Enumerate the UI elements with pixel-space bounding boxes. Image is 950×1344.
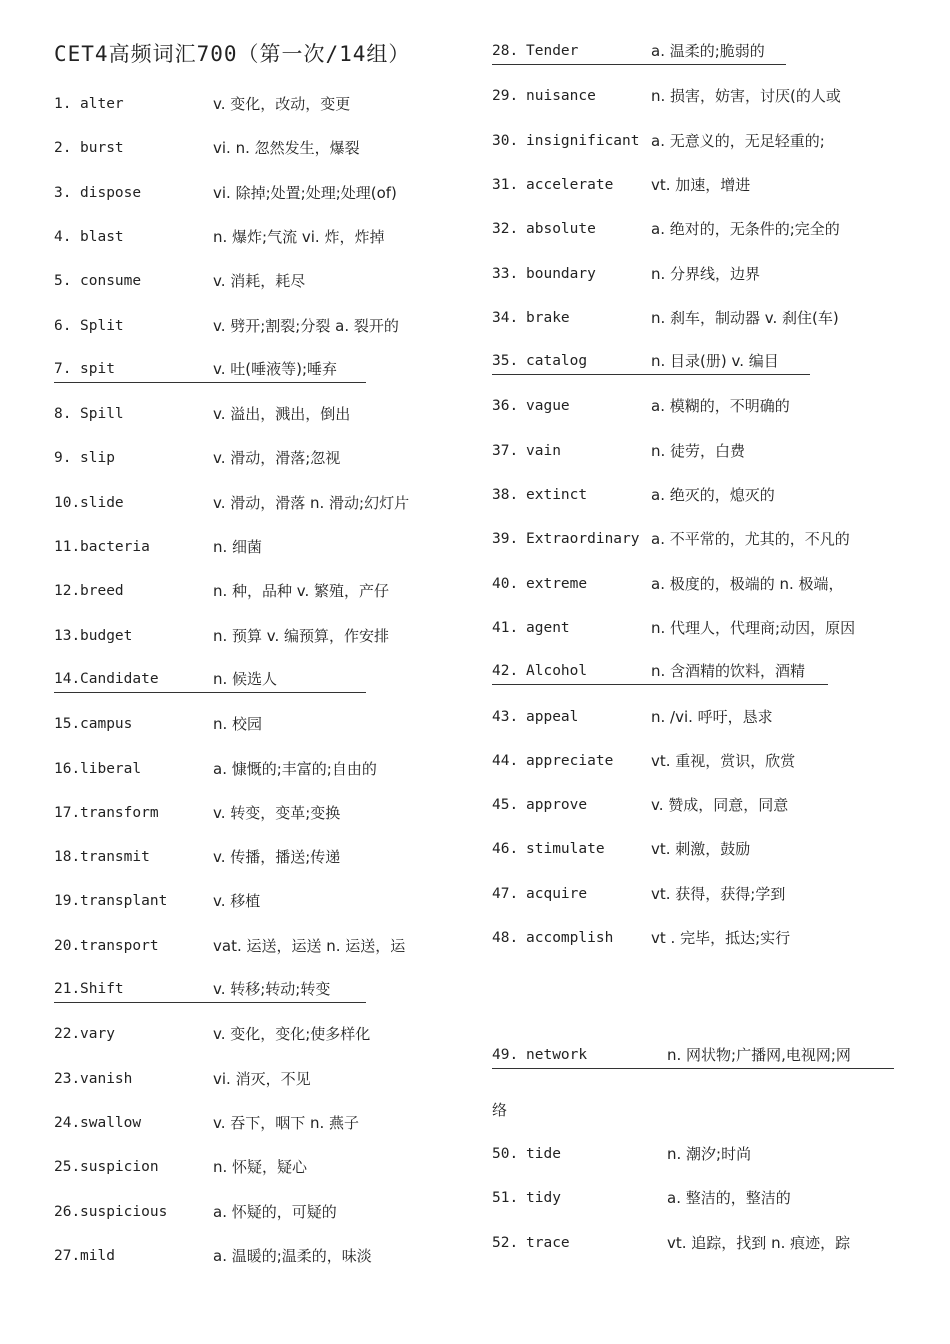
vocab-entry bbox=[492, 483, 775, 507]
entry-word: nuisance bbox=[526, 88, 596, 105]
vocab-entry bbox=[54, 358, 366, 383]
vocab-entry bbox=[492, 705, 773, 729]
entry-number: 41. bbox=[492, 619, 519, 636]
entry-definition: n. 细菌 bbox=[213, 538, 263, 556]
entry-number: 7. bbox=[54, 360, 72, 377]
vocab-entry bbox=[492, 1044, 894, 1069]
entry-number: 51. bbox=[492, 1190, 519, 1206]
entry-definition: n. 徒劳，白费 bbox=[651, 441, 746, 460]
entry-word: network bbox=[526, 1047, 588, 1063]
entry-definition: v. 转移;转动;转变 bbox=[213, 980, 331, 998]
entry-word: approve bbox=[526, 797, 588, 814]
entry-number: 36. bbox=[492, 398, 519, 415]
entry-word: acquire bbox=[526, 885, 588, 902]
entry-definition: v. 转变，变革;变换 bbox=[213, 803, 341, 822]
vocab-entry bbox=[492, 394, 790, 418]
entry-number: 5. bbox=[54, 273, 72, 290]
entry-word: bacteria bbox=[80, 539, 150, 555]
entry-definition: vt. 获得，获得;学到 bbox=[651, 884, 786, 903]
vocab-entry bbox=[54, 1244, 372, 1268]
entry-word: transport bbox=[80, 937, 159, 954]
entry-word: tidy bbox=[526, 1190, 561, 1206]
entry-definition: vat. 运送，运送 n. 运送，运 bbox=[213, 936, 406, 955]
entry-word: vague bbox=[526, 398, 570, 415]
entry-number: 42. bbox=[492, 663, 519, 680]
entry-number: 21. bbox=[54, 981, 81, 997]
entry-word: agent bbox=[526, 619, 570, 636]
entry-number: 44. bbox=[492, 752, 519, 769]
entry-word: dispose bbox=[80, 184, 142, 201]
entry-definition: n. /vi. 呼吁，恳求 bbox=[651, 707, 773, 726]
entry-word: transform bbox=[80, 804, 159, 821]
entry-number: 38. bbox=[492, 487, 519, 503]
vocab-entry bbox=[492, 439, 746, 463]
entry-number: 39. bbox=[492, 531, 519, 548]
entry-number: 15. bbox=[54, 716, 81, 733]
entry-definition: a. 极度的，极端的 n. 极端， bbox=[651, 574, 844, 593]
vocab-entry bbox=[54, 579, 390, 603]
entry-number: 47. bbox=[492, 885, 519, 902]
entry-word: burst bbox=[80, 140, 124, 157]
entry-number: 14. bbox=[54, 670, 81, 687]
entry-number: 32. bbox=[492, 221, 519, 238]
entry-word: suspicious bbox=[80, 1203, 168, 1220]
entry-number: 43. bbox=[492, 708, 519, 725]
entry-word: spit bbox=[80, 360, 115, 377]
vocab-entry bbox=[492, 926, 791, 950]
entry-definition: a. 整洁的，整洁的 bbox=[667, 1189, 791, 1207]
entry-number: 37. bbox=[492, 442, 519, 459]
entry-number: 33. bbox=[492, 265, 519, 282]
entry-word: slide bbox=[80, 494, 124, 511]
vocab-entry bbox=[54, 801, 341, 825]
entry-number: 31. bbox=[492, 176, 519, 193]
entry-word: blast bbox=[80, 228, 124, 245]
entry-word: Candidate bbox=[80, 670, 159, 687]
vocab-entry bbox=[492, 350, 810, 375]
vocab-entry bbox=[54, 624, 390, 648]
vocab-entry bbox=[492, 217, 840, 241]
entry-number: 48. bbox=[492, 930, 519, 946]
entry-word: trace bbox=[526, 1235, 570, 1251]
entry-word: budget bbox=[80, 627, 133, 644]
vocab-entry bbox=[54, 1200, 337, 1224]
entry-number: 19. bbox=[54, 893, 81, 910]
vocab-entry bbox=[54, 1155, 308, 1179]
vocab-entry bbox=[492, 572, 844, 596]
entry-word: Spill bbox=[80, 406, 124, 423]
entry-number: 20. bbox=[54, 937, 81, 954]
vocab-entry bbox=[54, 978, 366, 1003]
entry-definition: n. 分界线，边界 bbox=[651, 264, 761, 283]
vocab-entry bbox=[492, 40, 786, 65]
entry-word: Tender bbox=[526, 43, 579, 59]
entry-word: swallow bbox=[80, 1114, 142, 1131]
entry-definition: vi. 消灭，不见 bbox=[213, 1069, 311, 1088]
entry-definition: v. 吐(唾液等);唾弃 bbox=[213, 359, 338, 378]
entry-definition: v. 移植 bbox=[213, 892, 261, 911]
entry-word: appeal bbox=[526, 708, 579, 725]
entry-definition: vi. n. 忽然发生，爆裂 bbox=[213, 139, 360, 158]
vocab-entry bbox=[492, 749, 796, 773]
entry-definition: a. 慷慨的;丰富的;自由的 bbox=[213, 759, 377, 778]
entry-number: 13. bbox=[54, 627, 81, 644]
vocab-entry bbox=[492, 837, 751, 861]
entry-definition: vi. 除掉;处置;处理;处理(of) bbox=[213, 183, 397, 202]
entry-number: 46. bbox=[492, 841, 519, 858]
entry-word: Shift bbox=[80, 981, 124, 997]
entry-definition: a. 不平常的，尤其的，不凡的 bbox=[651, 530, 850, 549]
entry-word: campus bbox=[80, 716, 133, 733]
entry-word: suspicion bbox=[80, 1159, 159, 1176]
entry-number: 11. bbox=[54, 539, 81, 555]
entry-word: accelerate bbox=[526, 176, 614, 193]
vocab-entry bbox=[54, 757, 377, 781]
entry-definition: vt. 刺激，鼓励 bbox=[651, 840, 751, 859]
entry-number: 4. bbox=[54, 228, 72, 245]
entry-number: 23. bbox=[54, 1070, 81, 1087]
vocab-entry bbox=[54, 668, 366, 693]
entry-definition: v. 赞成，同意，同意 bbox=[651, 796, 789, 815]
vocab-entry bbox=[492, 616, 856, 640]
entry-definition: v. 吞下，咽下 n. 燕子 bbox=[213, 1113, 360, 1132]
entry-definition: a. 温暖的;温柔的，味淡 bbox=[213, 1246, 372, 1265]
vocab-entry bbox=[54, 845, 341, 869]
entry-word: brake bbox=[526, 309, 570, 326]
entry-number: 45. bbox=[492, 797, 519, 814]
entry-word: insignificant bbox=[526, 132, 640, 149]
entry-word: vary bbox=[80, 1026, 115, 1043]
entry-definition: n. 爆炸;气流 vi. 炸，炸掉 bbox=[213, 227, 385, 246]
vocab-entry bbox=[54, 402, 351, 426]
entry-word: transmit bbox=[80, 849, 150, 866]
entry-number: 25. bbox=[54, 1159, 81, 1176]
vocab-entry bbox=[492, 1186, 791, 1210]
entry-definition: vt. 加速，增进 bbox=[651, 175, 751, 194]
entry-word: stimulate bbox=[526, 841, 605, 858]
entry-definition: v. 传播，播送;传递 bbox=[213, 848, 341, 867]
entry-definition: n. 目录(册) v. 编目 bbox=[651, 352, 779, 371]
entry-definition: vt . 完毕，抵达;实行 bbox=[651, 929, 791, 947]
entry-number: 2. bbox=[54, 140, 72, 157]
entry-number: 34. bbox=[492, 309, 519, 326]
entry-definition: a. 无意义的，无足轻重的; bbox=[651, 131, 825, 150]
entry-definition: n. 损害，妨害，讨厌(的人或 bbox=[651, 87, 841, 106]
vocab-entry bbox=[54, 1022, 371, 1046]
entry-number: 12. bbox=[54, 583, 81, 600]
entry-word: appreciate bbox=[526, 752, 614, 769]
vocab-entry bbox=[492, 793, 789, 817]
entry-number: 18. bbox=[54, 849, 81, 866]
entry-word: extreme bbox=[526, 575, 588, 592]
entry-word: liberal bbox=[80, 760, 142, 777]
entry-word: catalog bbox=[526, 353, 588, 370]
vocab-entry bbox=[54, 889, 261, 913]
vocab-entry bbox=[54, 314, 399, 338]
vocab-entry bbox=[492, 84, 841, 108]
vocab-entry bbox=[492, 1231, 851, 1255]
vocab-entry bbox=[54, 1067, 311, 1091]
vocab-entry bbox=[54, 491, 410, 515]
entry-word: slip bbox=[80, 450, 115, 467]
entry-definition: v. 滑动，滑落 n. 滑动;幻灯片 bbox=[213, 493, 410, 512]
entry-definition: n. 潮汐;时尚 bbox=[667, 1145, 752, 1163]
entry-definition: n. 种，品种 v. 繁殖，产仔 bbox=[213, 582, 390, 601]
vocab-entry bbox=[492, 1142, 752, 1166]
entry-number: 6. bbox=[54, 317, 72, 334]
entry-number: 35. bbox=[492, 353, 519, 370]
entry-number: 16. bbox=[54, 760, 81, 777]
vocab-entry bbox=[54, 1111, 360, 1135]
vocab-entry bbox=[54, 225, 385, 249]
entry-word: transplant bbox=[80, 893, 168, 910]
entry-definition: n. 校园 bbox=[213, 715, 263, 734]
entry-definition: vt. 追踪，找到 n. 痕迹，踪 bbox=[667, 1234, 851, 1252]
entry-definition: a. 怀疑的，可疑的 bbox=[213, 1202, 337, 1221]
vocab-entry bbox=[54, 934, 406, 958]
entry-word: vain bbox=[526, 442, 561, 459]
entry-number: 49. bbox=[492, 1047, 519, 1063]
entry-definition: n. 代理人，代理商;动因，原因 bbox=[651, 618, 856, 637]
entry-definition: a. 模糊的，不明确的 bbox=[651, 397, 790, 416]
vocab-entry bbox=[492, 306, 839, 330]
entry-definition: v. 变化，变化;使多样化 bbox=[213, 1025, 371, 1044]
entry-number: 28. bbox=[492, 43, 519, 59]
entry-word: mild bbox=[80, 1247, 115, 1264]
entry-word: extinct bbox=[526, 487, 588, 503]
entry-definition: n. 刹车，制动器 v. 刹住(车) bbox=[651, 308, 839, 327]
entry-number: 1. bbox=[54, 96, 72, 112]
vocab-entry bbox=[54, 269, 306, 293]
entry-number: 3. bbox=[54, 184, 72, 201]
entry-word: tide bbox=[526, 1146, 561, 1162]
vocab-entry bbox=[54, 136, 360, 160]
vocab-entry bbox=[54, 446, 341, 470]
entry-word: accomplish bbox=[526, 930, 614, 946]
entry-number: 8. bbox=[54, 406, 72, 423]
vocab-entry bbox=[54, 181, 397, 205]
entry-word: boundary bbox=[526, 265, 596, 282]
entry-word: Alcohol bbox=[526, 663, 588, 680]
entry-number: 9. bbox=[54, 450, 72, 467]
entry-word: breed bbox=[80, 583, 124, 600]
entry-definition: a. 温柔的;脆弱的 bbox=[651, 42, 765, 60]
entry-word: consume bbox=[80, 273, 142, 290]
entry-word: alter bbox=[80, 96, 124, 112]
entry-word: vanish bbox=[80, 1070, 133, 1087]
entry-word: absolute bbox=[526, 221, 596, 238]
vocab-entry bbox=[492, 882, 786, 906]
entry-definition: v. 滑动，滑落;忽视 bbox=[213, 449, 341, 468]
entry-number: 22. bbox=[54, 1026, 81, 1043]
entry-definition: v. 劈开;割裂;分裂 a. 裂开的 bbox=[213, 316, 399, 335]
entry-definition: a. 绝灭的，熄灭的 bbox=[651, 486, 775, 504]
entry-definition: n. 候选人 bbox=[213, 669, 278, 688]
vocab-entry bbox=[492, 173, 751, 197]
entry-definition: v. 变化，改动，变更 bbox=[213, 95, 351, 113]
entry-definition: n. 预算 v. 编预算，作安排 bbox=[213, 626, 390, 645]
entry-number: 24. bbox=[54, 1114, 81, 1131]
entry-definition-continuation: 络 bbox=[492, 1101, 508, 1119]
entry-definition: vt. 重视，赏识，欣赏 bbox=[651, 751, 796, 770]
vocab-entry bbox=[492, 129, 825, 153]
vocab-entry bbox=[492, 262, 761, 286]
entry-number: 50. bbox=[492, 1146, 519, 1162]
entry-definition: n. 怀疑，疑心 bbox=[213, 1158, 308, 1177]
entry-definition: a. 绝对的，无条件的;完全的 bbox=[651, 220, 840, 239]
entry-definition: n. 网状物;广播网,电视网;网 bbox=[667, 1046, 851, 1064]
entry-word: Extraordinary bbox=[526, 531, 640, 548]
vocab-entry bbox=[492, 660, 828, 685]
entry-word: Split bbox=[80, 317, 124, 334]
page-title: CET4高频词汇700（第一次/14组） bbox=[54, 42, 411, 66]
vocab-entry bbox=[492, 527, 850, 551]
entry-number: 29. bbox=[492, 88, 519, 105]
entry-definition: v. 消耗，耗尽 bbox=[213, 272, 306, 291]
entry-number: 52. bbox=[492, 1235, 519, 1251]
entry-number: 40. bbox=[492, 575, 519, 592]
entry-number: 27. bbox=[54, 1247, 81, 1264]
entry-number: 17. bbox=[54, 804, 81, 821]
vocab-entry bbox=[54, 712, 263, 736]
entry-number: 26. bbox=[54, 1203, 81, 1220]
entry-number: 10. bbox=[54, 494, 81, 511]
entry-definition: v. 溢出，溅出，倒出 bbox=[213, 405, 351, 424]
entry-definition: n. 含酒精的饮料，酒精 bbox=[651, 662, 806, 681]
vocab-entry bbox=[54, 92, 351, 116]
entry-number: 30. bbox=[492, 132, 519, 149]
vocab-entry bbox=[54, 535, 263, 559]
